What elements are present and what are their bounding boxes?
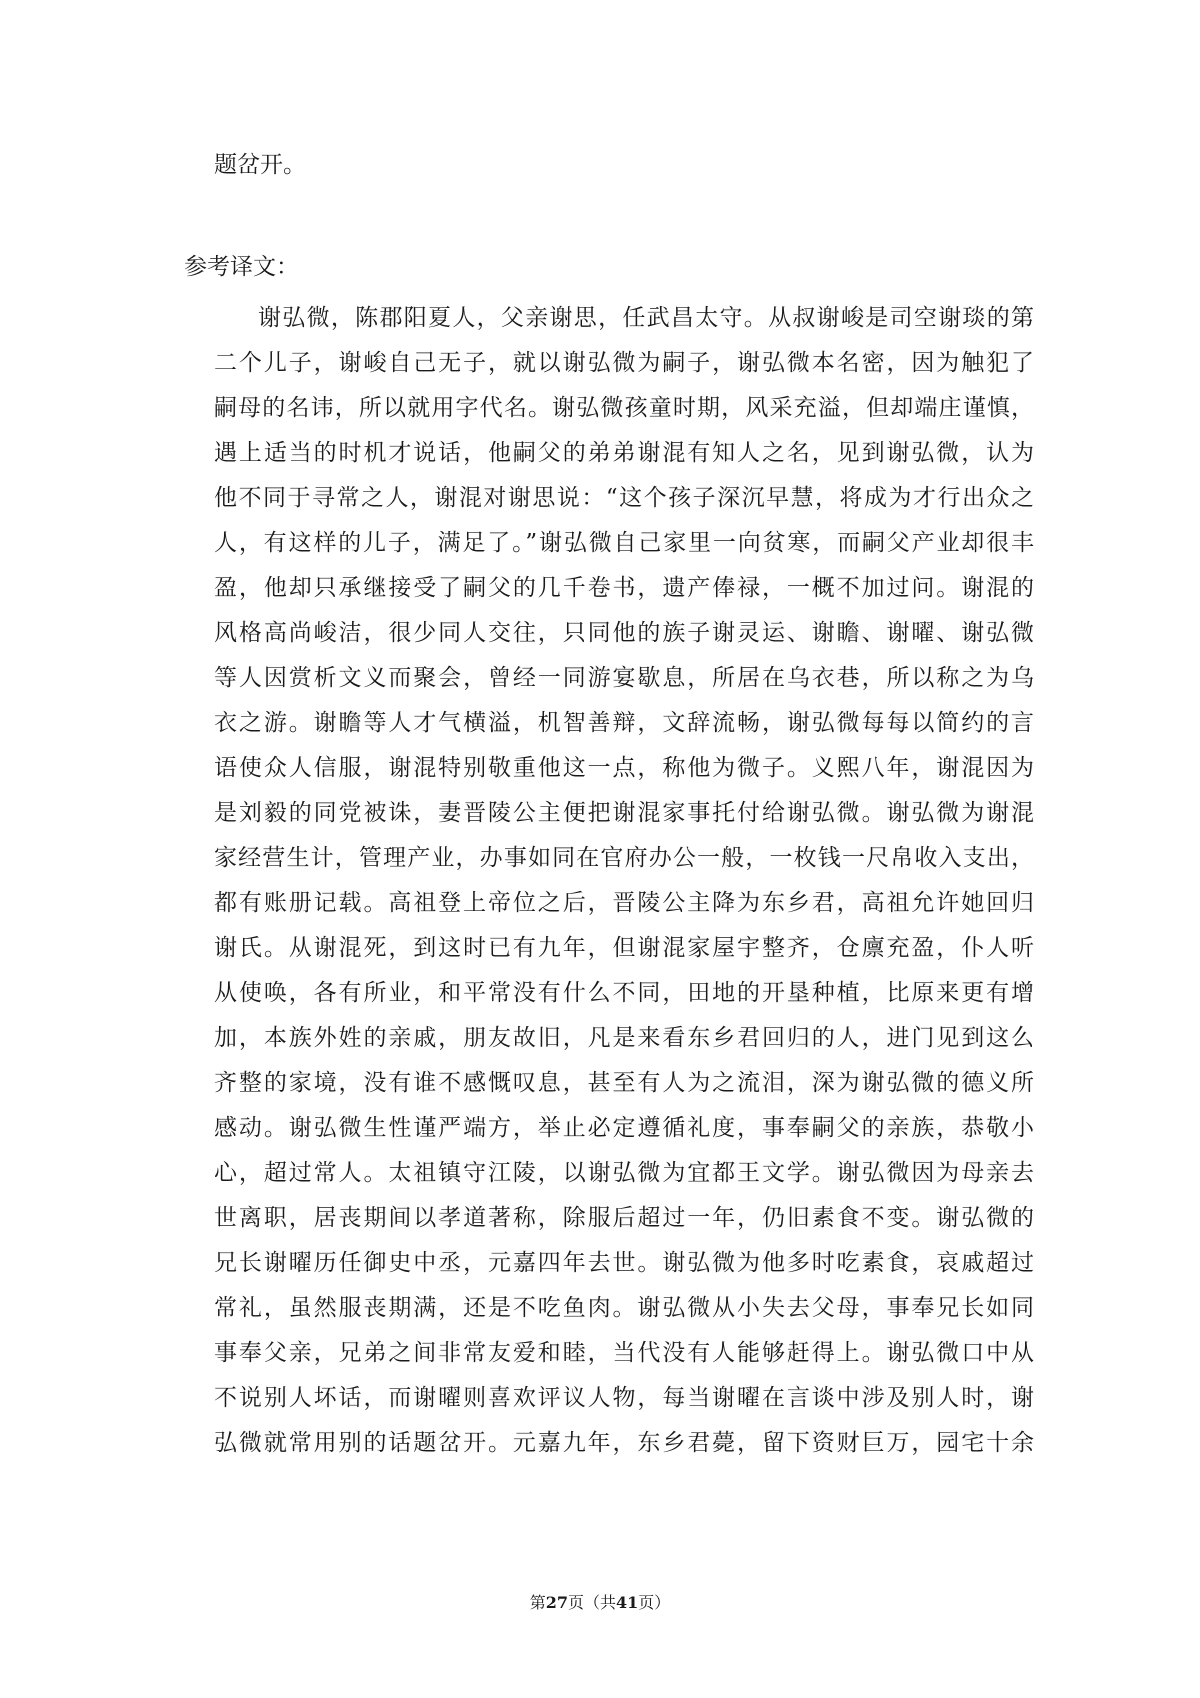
body-line: 兄长谢曜历任御史中丞，元嘉四年去世。谢弘微为他多时吃素食，哀戚超过 (214, 1250, 1034, 1276)
body-line: 盈，他却只承继接受了嗣父的几千卷书，遗产俸禄，一概不加过问。谢混的 (214, 575, 1034, 601)
body-line: 加，本族外姓的亲戚，朋友故旧，凡是来看东乡君回归的人，进门见到这么 (214, 1025, 1034, 1051)
footer-middle: 页（共 (567, 1593, 616, 1612)
body-line: 世离职，居丧期间以孝道著称，除服后超过一年，仍旧素食不变。谢弘微的 (214, 1205, 1034, 1231)
footer-total-pages: 41 (616, 1593, 639, 1612)
body-line: 人，有这样的儿子，满足了。”谢弘微自己家里一向贫寒，而嗣父产业却很丰 (214, 530, 1034, 556)
body-line: 齐整的家境，没有谁不感慨叹息，甚至有人为之流泪，深为谢弘微的德义所 (214, 1070, 1034, 1096)
footer-prefix: 第 (529, 1593, 546, 1612)
section-heading-reference-translation: 参考译文： (184, 254, 299, 280)
body-line: 衣之游。谢瞻等人才气横溢，机智善辩，文辞流畅，谢弘微每每以简约的言 (214, 710, 1034, 736)
body-line: 心，超过常人。太祖镇守江陵，以谢弘微为宜都王文学。谢弘微因为母亲去 (214, 1160, 1034, 1186)
body-line: 遇上适当的时机才说话，他嗣父的弟弟谢混有知人之名，见到谢弘微，认为 (214, 440, 1034, 466)
body-line: 事奉父亲，兄弟之间非常友爱和睦，当代没有人能够赶得上。谢弘微口中从 (214, 1340, 1034, 1366)
body-line: 等人因赏析文义而聚会，曾经一同游宴歇息，所居在乌衣巷，所以称之为乌 (214, 665, 1034, 691)
body-line: 是刘毅的同党被诛，妻晋陵公主便把谢混家事托付给谢弘微。谢弘微为谢混 (214, 800, 1034, 826)
body-line: 他不同于寻常之人，谢混对谢思说：“这个孩子深沉早慧，将成为才行出众之 (214, 485, 1034, 511)
body-line: 从使唤，各有所业，和平常没有什么不同，田地的开垦种植，比原来更有增 (214, 980, 1034, 1006)
page-footer (0, 1592, 1200, 1614)
continued-text-fragment: 题岔开。 (214, 152, 306, 178)
body-line: 不说别人坏话，而谢曜则喜欢评议人物，每当谢曜在言谈中涉及别人时，谢 (214, 1385, 1034, 1411)
body-line: 语使众人信服，谢混特别敬重他这一点，称他为微子。义熙八年，谢混因为 (214, 755, 1034, 781)
body-line: 谢氏。从谢混死，到这时已有九年，但谢混家屋宇整齐，仓廪充盈，仆人听 (214, 935, 1034, 961)
body-line: 风格高尚峻洁，很少同人交往，只同他的族子谢灵运、谢瞻、谢曜、谢弘微 (214, 620, 1034, 646)
translation-body (214, 296, 1034, 1466)
body-line: 嗣母的名讳，所以就用字代名。谢弘微孩童时期，风采充溢，但却端庄谨慎， (214, 395, 1034, 421)
body-line: 感动。谢弘微生性谨严端方，举止必定遵循礼度，事奉嗣父的亲族，恭敬小 (214, 1115, 1034, 1141)
body-line: 弘微就常用别的话题岔开。元嘉九年，东乡君薨，留下资财巨万，园宅十余 (214, 1430, 1034, 1456)
body-line: 谢弘微，陈郡阳夏人，父亲谢思，任武昌太守。从叔谢峻是司空谢琰的第 (258, 305, 1034, 331)
footer-suffix: 页） (638, 1593, 671, 1612)
body-line: 都有账册记载。高祖登上帝位之后，晋陵公主降为东乡君，高祖允许她回归 (214, 890, 1034, 916)
body-line: 二个儿子，谢峻自己无子，就以谢弘微为嗣子，谢弘微本名密，因为触犯了 (214, 350, 1034, 376)
footer-page-number: 27 (545, 1593, 568, 1612)
body-line: 家经营生计，管理产业，办事如同在官府办公一般，一枚钱一尺帛收入支出， (214, 845, 1034, 871)
body-line: 常礼，虽然服丧期满，还是不吃鱼肉。谢弘微从小失去父母，事奉兄长如同 (214, 1295, 1034, 1321)
